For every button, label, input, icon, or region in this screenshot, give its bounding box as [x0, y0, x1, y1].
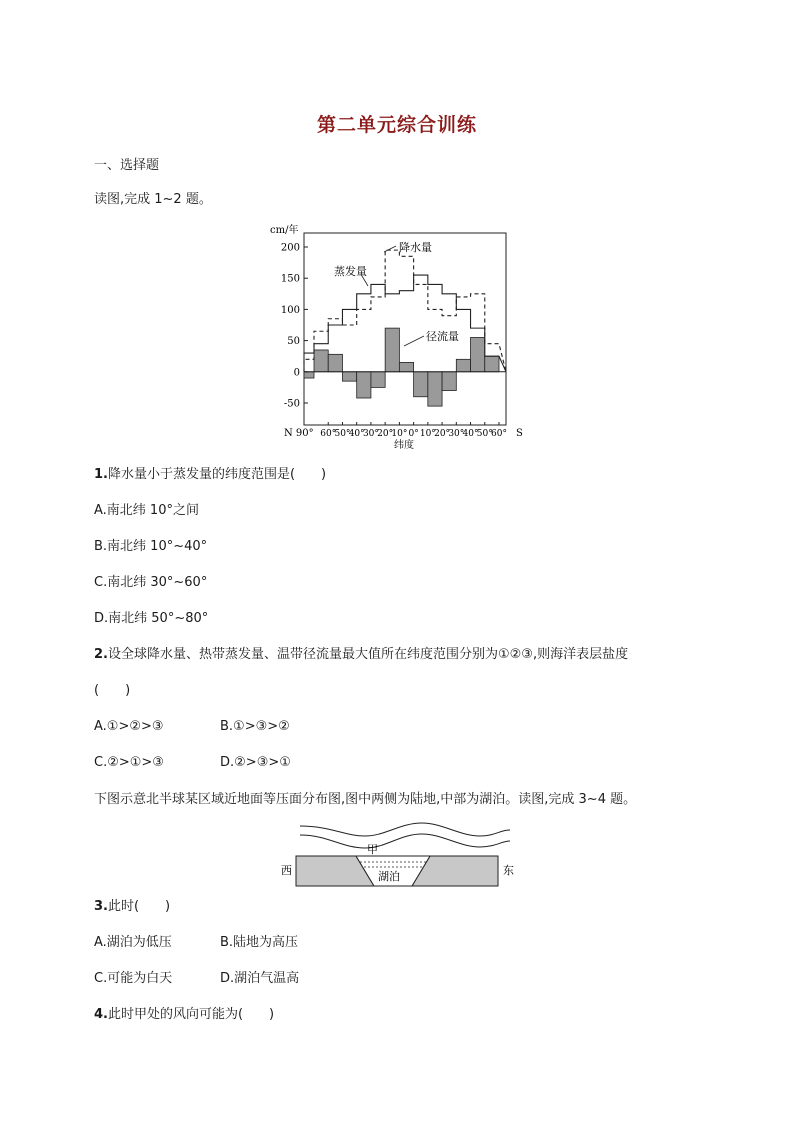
runoff-bar — [399, 362, 413, 371]
x-tick-label: 0° — [408, 429, 419, 439]
legend-precipitation: 降水量 — [399, 241, 432, 254]
x-tick-label: 20° — [377, 429, 394, 439]
q2-option-c: C.②>①>③ — [94, 755, 164, 770]
runoff-bar — [304, 372, 314, 378]
intro-q1-2: 读图,完成 1~2 题。 — [94, 192, 212, 207]
y-tick-label: 0 — [293, 367, 300, 379]
question-4 — [94, 1007, 274, 1023]
label-jia: 甲 — [367, 843, 378, 856]
y-tick-label: 200 — [280, 242, 300, 254]
x-tick-label: 30° — [362, 429, 379, 439]
legend-runoff: 径流量 — [426, 330, 459, 343]
isobar-upper — [300, 823, 510, 836]
q1-option-d: D.南北纬 50°~80° — [94, 611, 209, 626]
q3-option-b: B.陆地为高压 — [220, 935, 299, 950]
y-tick-label: -50 — [283, 398, 300, 410]
page-title: 第二单元综合训练 — [316, 114, 477, 136]
label-lake: 湖泊 — [378, 870, 400, 883]
x-tick-label: 40° — [348, 429, 365, 439]
question-3 — [94, 899, 170, 915]
question-2-paren: ( ) — [94, 683, 131, 698]
label-west: 西 — [281, 864, 292, 877]
x-tick-label: 60° — [491, 429, 507, 439]
y-tick-label: 100 — [280, 304, 300, 316]
q1-option-b: B.南北纬 10°~40° — [94, 539, 208, 554]
runoff-bar — [314, 350, 328, 372]
legend-evaporation: 蒸发量 — [334, 265, 367, 278]
x-tick-label: 10° — [391, 429, 408, 439]
runoff-bar — [485, 356, 499, 372]
x-start-label: N 90° — [284, 428, 314, 439]
q2-option-b: B.①>③>② — [220, 719, 290, 734]
x-tick-label: 50° — [334, 429, 351, 439]
question-number: 3. — [94, 899, 108, 914]
q3-option-d: D.湖泊气温高 — [220, 971, 300, 986]
precip-leader — [384, 246, 396, 252]
isobar-diagram — [270, 818, 530, 890]
q2-option-a: A.①>②>③ — [94, 719, 164, 734]
runoff-bar — [328, 354, 342, 371]
question-1 — [94, 467, 326, 483]
label-east: 东 — [503, 864, 514, 877]
q1-option-a: A.南北纬 10°之间 — [94, 503, 199, 518]
runoff-bar — [385, 328, 399, 372]
question-text: 此时甲处的风向可能为( ) — [107, 1007, 275, 1022]
runoff-bar — [342, 372, 356, 381]
x-axis-title: 纬度 — [394, 440, 414, 451]
x-tick-label: 20° — [434, 429, 451, 439]
x-end-label: S — [516, 428, 523, 439]
x-tick-label: 40° — [462, 429, 479, 439]
x-tick-label: 50° — [476, 429, 493, 439]
water-balance-chart — [268, 218, 538, 456]
question-number: 4. — [94, 1007, 108, 1022]
y-tick-label: 150 — [280, 273, 300, 285]
runoff-bar — [414, 372, 428, 397]
question-text: 设全球降水量、热带蒸发量、温带径流量最大值所在纬度范围分别为①②③,则海洋表层盐度 — [107, 647, 629, 662]
y-axis-unit: cm/年 — [270, 225, 299, 236]
x-tick-label: 30° — [448, 429, 465, 439]
y-tick-label: 50 — [287, 336, 300, 348]
x-tick-label: 10° — [419, 429, 436, 439]
runoff-bar — [456, 359, 470, 371]
intro-q3-4: 下图示意北半球某区域近地面等压面分布图,图中两侧为陆地,中部为湖泊。读图,完成 3~4 题。 — [94, 792, 637, 807]
runoff-leader — [404, 336, 424, 346]
runoff-bar — [371, 372, 385, 388]
runoff-bar — [357, 372, 371, 398]
runoff-bar — [471, 337, 485, 371]
q1-option-c: C.南北纬 30°~60° — [94, 575, 208, 590]
question-2 — [94, 647, 628, 663]
question-text: 此时( ) — [107, 899, 171, 914]
section-heading: 一、选择题 — [94, 158, 160, 173]
x-tick-label: 60° — [320, 429, 337, 439]
plot-frame — [304, 233, 506, 425]
runoff-bar — [442, 372, 456, 391]
q3-option-a: A.湖泊为低压 — [94, 935, 172, 950]
question-number: 1. — [94, 467, 108, 482]
runoff-bar — [428, 372, 442, 406]
q3-option-c: C.可能为白天 — [94, 971, 173, 986]
q2-option-d: D.②>③>① — [220, 755, 291, 770]
question-text: 降水量小于蒸发量的纬度范围是( ) — [107, 467, 327, 482]
question-number: 2. — [94, 647, 108, 662]
